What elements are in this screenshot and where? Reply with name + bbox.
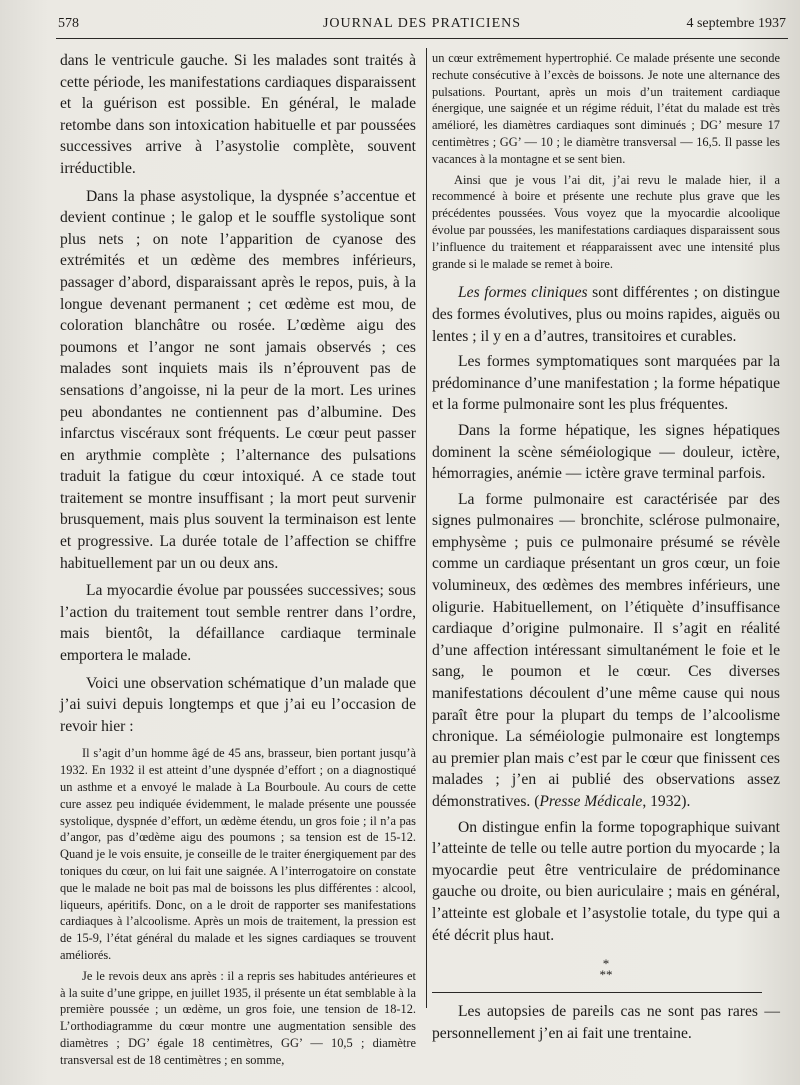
header-rule bbox=[56, 38, 788, 39]
paragraph-symptomatic-forms: Les formes symptomatiques sont marquées par la prédominance d’une manifestation ; la forme hépatique et la forme pulmonaire sont les plus fréquentes. bbox=[432, 353, 780, 414]
paragraph-pulmonary-form: La forme pulmonaire est caractérisée par des signes pulmonaires — bronchite, sclérose pulmonaire, emphysème ; puis ce pulmonaire présumé se révèle comme un cardiaque présentant un gros cœur, un foie volumineux, des œdèmes des membres inférieurs, une oligurie. Habituellement, on l’étiquète d’insuffisance cardiaque d’origine pulmonaire. Il s’agit en réalité d’une affection intéressant simultanément le foie et le sang, le poumon et le cœur. Ces diverses manifestations découlent d’une même cause qui nous paraît être pour la plupart du temps de l’alcoolisme chronique. La séméiologie pulmonaire est longtemps au premier plan mais c’est par le cœur que finissent ces malades ; j’en ai publié des observations assez démonstratives. (Presse Médicale, 1932). bbox=[432, 490, 780, 811]
paragraph-topographic-form: On distingue enfin la forme topographique suivant l’atteinte de telle ou telle autre portion du myocarde ; la myocardie peut être ventriculaire de prédominance gauche ou droite, ou bien auriculaire ; mais en général, l’atteinte est globale et l’asystolie totale, du type qui a été décrit plus haut. bbox=[432, 818, 780, 944]
paragraph-evolution: La myocardie évolue par poussées successives; sous l’action du traitement tout semble rentrer dans l’ordre, mais bientôt, la défaillance cardiaque terminale emportera le malade. bbox=[60, 582, 416, 665]
page-header bbox=[58, 10, 786, 36]
column-divider bbox=[426, 48, 427, 1008]
section-rule bbox=[432, 992, 762, 993]
paragraph-asystolic-phase: Dans la phase asystolique, la dyspnée s’accentue et devient continue ; le galop et le souffle systolique sont plus nets ; on note l’apparition de cyanose des extrémités et un œdème des membres inférieurs, passager d’abord, disparaissant après le repos, puis, à la longue devenant permanent ; cet œdème est mou, de coloration blanchâtre ou rosée. L’œdème aigu des poumons et l’angor ne sont jamais observés ; ces malades sont inquiets mais ils n’éprouvent pas de sensations d’angoisse, ni la peur de la mort. Les urines peu abondantes ne contiennent pas d’albumine. Des infarctus viscéraux sont fréquents. Le cœur peut passer en arythmie complète ; l’alternance des pulsations traduit la fatigue du cœur intoxiqué. A ce stade tout traitement se montre insuffisant ; la mort peut survenir brusquement, mais plus souvent la terminaison est lente et progressive. La durée totale de l’affection se chiffre habituellement par un ou deux ans. bbox=[60, 187, 416, 572]
paragraph-autopsies: Les autopsies de pareils cas ne sont pas rares — personnellement j’en ai fait une trentaine. bbox=[432, 1003, 780, 1042]
observation-text bbox=[60, 745, 416, 1068]
paragraph-continuation: dans le ventricule gauche. Si les malades sont traités à cette période, les manifestations cardiaques disparaissent et la guérison est possible. En général, le malade retombe dans son intoxication habituelle et par poussées successives arrive à l’asystolie complète, souvent irréductible. bbox=[60, 52, 416, 177]
paragraph-clinical-forms: Les formes cliniques sont différentes ; on distingue des formes évolutives, plus ou moins rapides, aiguës ou lentes ; il y en a d’autres, transitoires et curables. bbox=[432, 284, 780, 345]
right-body-text bbox=[432, 282, 780, 1044]
observation-continuation: un cœur extrêmement hypertrophié. Ce malade présente une seconde rechute consécutive à l’excès de boissons. Je note une alternance des pulsations. Pourtant, après un mois d’un traitement cardiaque énergique, une saignée et un régime réduit, l’état du malade est très amélioré, les diamètres cardiaques sont diminués ; DG’ mesure 17 centimètres ; GG’ — 10 ; le diamètre transversal — 16,5. Il passe les vacances à la montagne et se sent bien. bbox=[432, 51, 780, 166]
left-body-text bbox=[60, 50, 416, 737]
observation-paragraph-2: Je le revois deux ans après : il a repris ses habitudes antérieures et à la suite d’une grippe, en juillet 1935, il présente un état semblable à la première poussée ; un œdème, un gros foie, une tension de 18-12. L’orthodiagramme du cœur montre une augmentation sensible des diamètres ; DG’ égale 18 centimètres, GG’ — 10,5 ; diamètre transversal est de 18 centimètres ; en somme, bbox=[60, 968, 416, 1067]
paragraph-hepatic-form: Dans la forme hépatique, les signes hépatiques dominent la scène séméiologique — douleur, ictère, hémorragies, anémie — ictère grave terminal parfois. bbox=[432, 421, 780, 483]
left-column bbox=[60, 50, 416, 1073]
page-number: 578 bbox=[58, 16, 79, 31]
observation-paragraph-1: Il s’agit d’un homme âgé de 45 ans, brasseur, bien portant jusqu’à 1932. En 1932 il est atteint d’une dyspnée d’effort ; on a diagnostiqué un asthme et a envoyé le malade à La Bourboule. Au cours de cette cure assez peu indiquée évidemment, le malade présente une poussée systolique, dyspnée d’effort, un œdème étendu, un gros foie ; il n’a pas d’angor, pas d’œdème aigu des poumons ; sa tension est de 15-12. Quand je le vois ensuite, je conseille de le traiter énergiquement par des toniques du cœur, on lui fait une saignée. A l’interrogatoire on constate que le malade ne boit pas mal de boissons les plus différentes : alcool, liqueurs, apéritifs. Donc, on a le droit de rapporter ses manifestations cardiaques à l’alcoolisme. Après un mois de traitement, la pression est de 15-9, l’état général du malade et les signes cardiaques se trouvent améliorés. bbox=[60, 746, 416, 962]
right-observation-text bbox=[432, 50, 780, 272]
citation-journal: Presse Médicale bbox=[539, 793, 643, 811]
issue-date: 4 septembre 1937 bbox=[686, 16, 786, 31]
clinical-forms-heading: Les formes cliniques bbox=[458, 284, 588, 302]
section-asterism: * ** bbox=[599, 956, 613, 983]
paragraph-observation-intro: Voici une observation schématique d’un malade que j’ai suivi depuis longtemps et que j’ai eu l’occasion de revoir hier : bbox=[60, 674, 416, 735]
journal-title: JOURNAL DES PRATICIENS bbox=[322, 16, 522, 31]
observation-conclusion: Ainsi que je vous l’ai dit, j’ai revu le malade hier, il a recommencé à boire et présente une rechute plus grave que les précédentes poussées. Vous voyez que la myocardie alcoolique évolue par poussées, les manifestations cardiaques disparaissent sous l’influence du traitement et réapparaissent avec une intensité plus grande si le malade se remet à boire. bbox=[432, 172, 780, 271]
right-column bbox=[432, 50, 780, 1048]
